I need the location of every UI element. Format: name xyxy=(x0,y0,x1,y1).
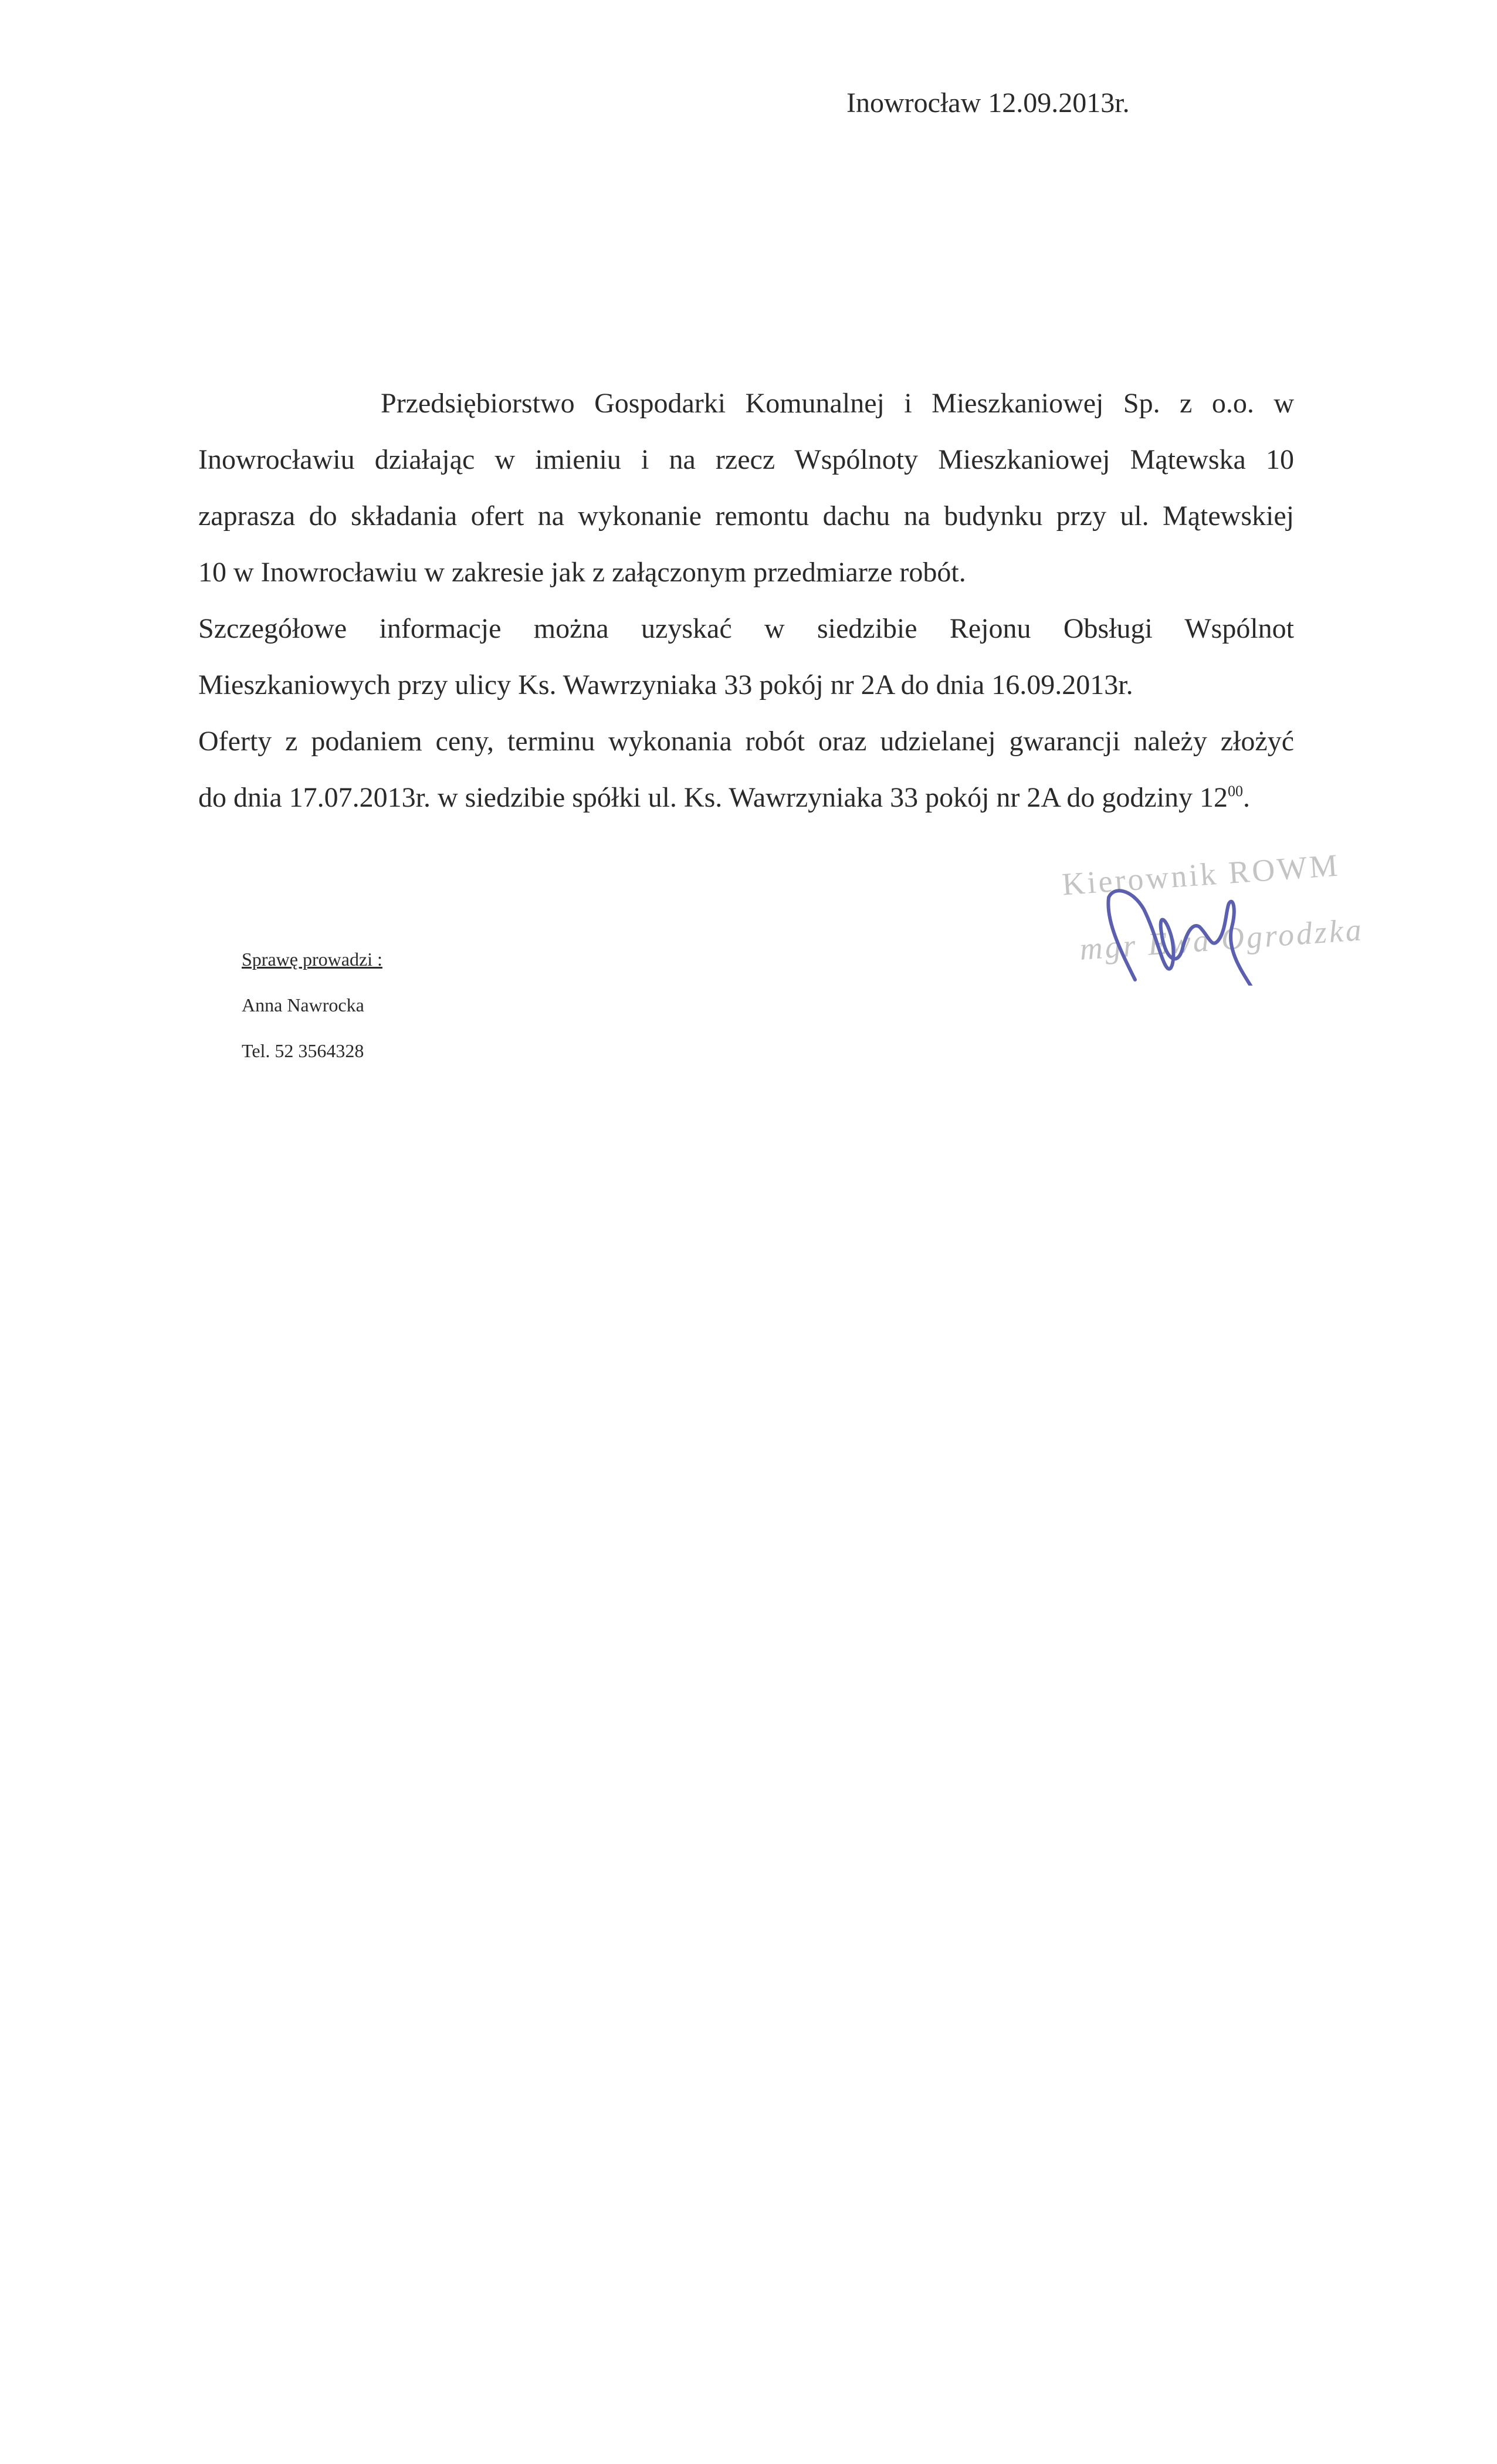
paragraph-1-line: zaprasza do składania ofert na wykonanie remontu dachu na budynku przy ul. Mątewskiej xyxy=(198,500,1294,532)
paragraph-3-line xyxy=(198,770,1294,826)
paragraph-2-line: Mieszkaniowych przy ulicy Ks. Wawrzyniaka 33 pokój nr 2A do dnia 16.09.2013r. xyxy=(198,669,1133,700)
stamp-line-title: Kierownik ROWM xyxy=(1061,847,1341,902)
paragraph-1-line: Przedsiębiorstwo Gospodarki Komunalnej i Mieszkaniowej Sp. z o.o. w xyxy=(381,388,1294,419)
paragraph-1-line: Inowrocławiu działając w imieniu i na rzecz Wspólnoty Mieszkaniowej Mątewska 10 xyxy=(198,444,1294,475)
paragraph-3-line: Oferty z podaniem ceny, terminu wykonania robót oraz udzielanej gwarancji należy złożyć xyxy=(198,726,1294,757)
contact-block xyxy=(242,945,382,1082)
handwritten-signature xyxy=(1050,833,1320,986)
paragraph-3-text: do dnia 17.07.2013r. w siedzibie spółki ul. Ks. Wawrzyniaka 33 pokój nr 2A do godziny 12 xyxy=(198,782,1228,813)
stamp-signature xyxy=(1050,833,1365,986)
contact-name: Anna Nawrocka xyxy=(242,994,364,1016)
place-date: Inowrocław 12.09.2013r. xyxy=(846,87,1130,119)
contact-phone: Tel. 52 3564328 xyxy=(242,1040,364,1061)
time-superscript: 00 xyxy=(1228,783,1244,800)
paragraph-1-line: 10 w Inowrocławiu w zakresie jak z załączonym przedmiarze robót. xyxy=(198,557,966,588)
letter-body xyxy=(198,375,1294,826)
paragraph-3-end: . xyxy=(1243,782,1251,813)
paragraph-2-line: Szczegółowe informacje można uzyskać w siedzibie Rejonu Obsługi Wspólnot xyxy=(198,613,1294,644)
stamp-line-name: mgr Ewa Ogrodzka xyxy=(1078,912,1365,967)
contact-label: Sprawę prowadzi : xyxy=(242,949,382,970)
